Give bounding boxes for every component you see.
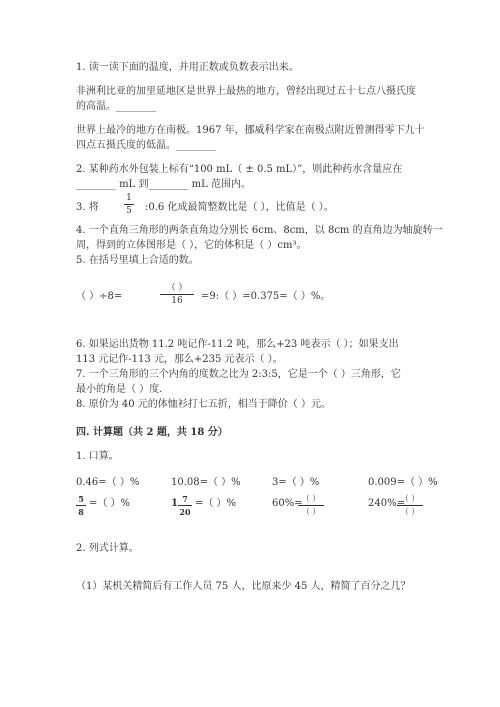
- calc-r2-c2-whole: 1: [171, 498, 178, 509]
- q4-line2: 周，得到的立体图形是（ ），它的体积是（ ）cm³。: [76, 240, 307, 251]
- calc-r1-c2: 10.08=（ ）%: [171, 477, 241, 488]
- calc-r1-c1: 0.46=（ ）%: [76, 477, 140, 488]
- q6-line2: 113 元记作-113 元，那么+235 元表示（ ）。: [76, 354, 283, 365]
- q3-rest: :0.6 化成最简整数比是（ ），比值是（ ）。: [145, 202, 334, 213]
- q1-line1: 非洲利比亚的加里延地区是世界上最热的地方，曾经出现过五十七点八摄氏度: [76, 86, 416, 97]
- fraction-bar: [298, 505, 324, 506]
- section-4-sub1: 1. 口算。: [76, 451, 119, 462]
- problem-1: （1）某机关精简后有工作人员 75 人，比原来少 45 人，精简了百分之几？: [76, 581, 411, 592]
- q1-line2: 的高温。________: [76, 101, 156, 112]
- q5-intro: 5. 在括号里填上合适的数。: [76, 255, 199, 266]
- calc-r1-c3: 3=（ ）%: [272, 477, 320, 488]
- q5-frac-den: 16: [171, 296, 183, 306]
- frac-num: 5: [78, 494, 84, 504]
- q2-line2: ________ mL 到________ mL 范围内。: [76, 179, 251, 190]
- frac-den: 8: [78, 507, 84, 517]
- q1-line3: 世界上最冷的地方在南极。1967 年，挪威科学家在南极点附近曾测得零下九十: [76, 125, 425, 136]
- q3-frac-num: 1: [126, 193, 132, 203]
- frac-num: （ ）: [400, 494, 420, 503]
- fraction-bar: [178, 505, 192, 506]
- q6-line1: 6. 如果运出货物 11.2 吨记作-11.2 吨，那么+23 吨表示（ ）；如果支出: [76, 339, 399, 350]
- frac-num: （ ）: [301, 494, 321, 503]
- calc-r2-c1-rest: =（ ）%: [89, 498, 131, 509]
- calc-r2-c4-fraction: [397, 494, 423, 517]
- q3-fraction: [124, 193, 134, 216]
- fraction-bar: [124, 204, 134, 205]
- q4-line1: 4. 一个直角三角形的两条直角边分别长 6cm、8cm，以 8cm 的直角边为轴旋转一: [76, 225, 443, 236]
- section-4-heading: 四. 计算题（共 2 题，共 18 分）: [76, 427, 228, 438]
- fraction-bar: [76, 505, 86, 506]
- q1-intro: 1. 读一读下面的温度，并用正数或负数表示出来。: [76, 62, 299, 73]
- frac-num: 7: [182, 494, 188, 504]
- q7-line2: 最小的角是（ ）度.: [76, 384, 163, 395]
- calc-r2-c1-fraction: [76, 494, 86, 517]
- q3-frac-den: 5: [126, 206, 132, 216]
- q5-frac-num: （ ）: [166, 283, 188, 293]
- q2-line1: 2. 某种药水外包装上标有“100 mL（ ± 0.5 mL）”，则此种药水含量应在: [76, 164, 403, 175]
- q5-part1: （ ）÷8=: [76, 291, 123, 302]
- calc-r2-c2-fraction: [178, 494, 192, 517]
- q1-line4: 四点五摄氏度的低温。________: [76, 140, 216, 151]
- calc-r1-c4: 0.009=（ ）%: [368, 477, 438, 488]
- fraction-bar: [397, 505, 423, 506]
- calc-r2-c3-prefix: 60%=: [272, 498, 303, 509]
- frac-den: （ ）: [400, 507, 420, 516]
- frac-den: 20: [179, 507, 191, 517]
- q5-part2: =9:（ ）=0.375=（ ）%。: [201, 291, 331, 302]
- calc-r2-c4-prefix: 240%=: [368, 498, 405, 509]
- calc-r2-c3-fraction: [298, 494, 324, 517]
- frac-den: （ ）: [301, 507, 321, 516]
- q3-prefix: 3. 将: [76, 202, 99, 213]
- q7-line1: 7. 一个三角形的三个内角的度数之比为 2:3:5，它是一个（ ）三角形，它: [76, 369, 401, 380]
- q5-fraction: [160, 283, 194, 306]
- fraction-bar: [160, 294, 194, 295]
- q8-line1: 8. 原价为 40 元的体恤衫打七五折，相当于降价（ ）元。: [76, 399, 331, 410]
- section-4-sub2: 2. 列式计算。: [76, 543, 139, 554]
- calc-r2-c2-rest: =（ ）%: [195, 498, 237, 509]
